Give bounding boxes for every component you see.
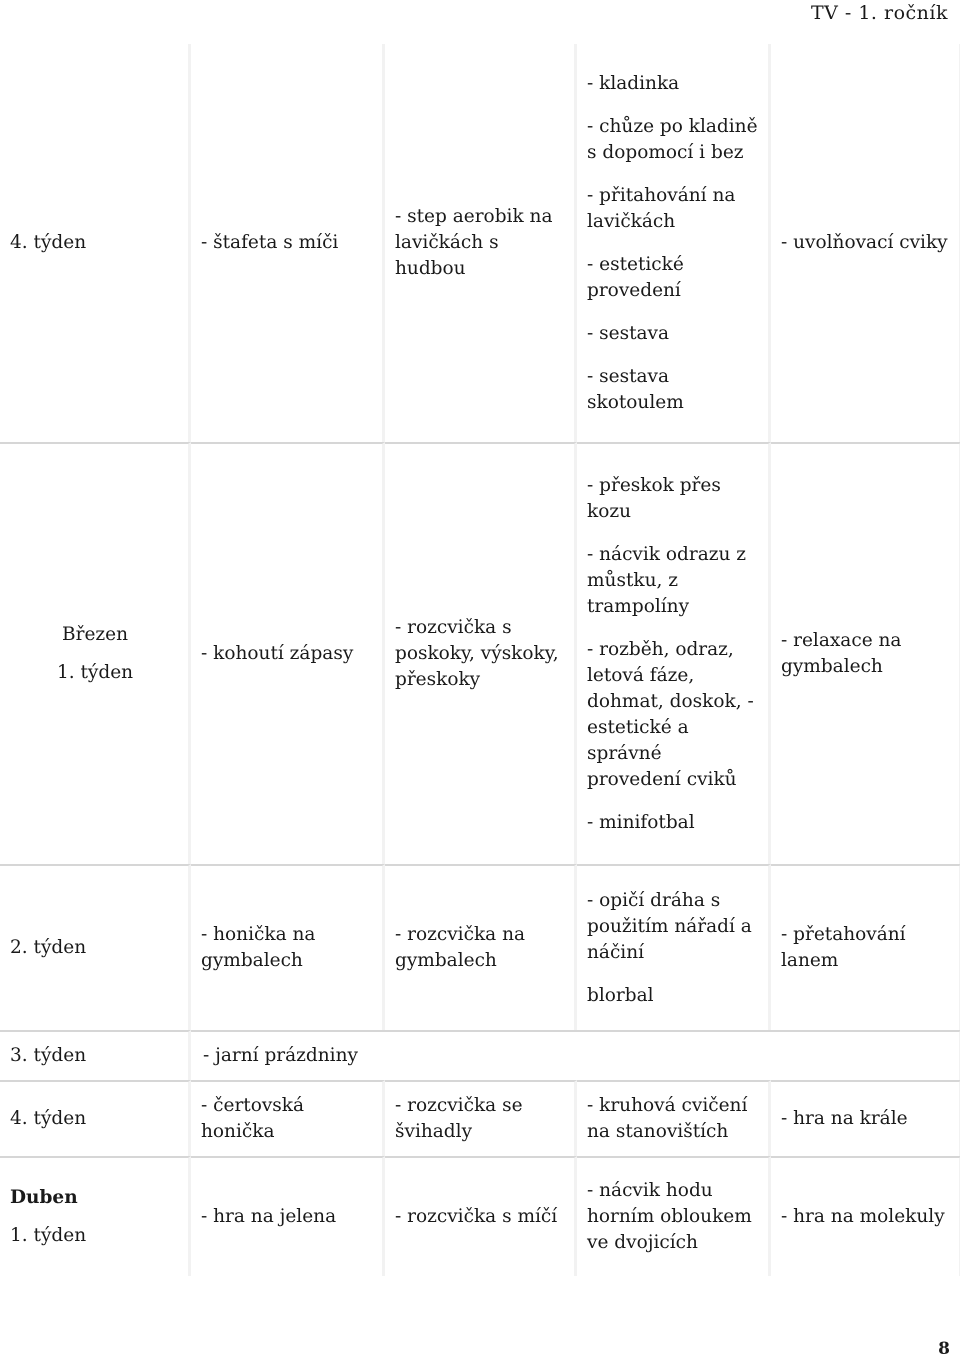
activity-cell bbox=[191, 442, 385, 864]
table-row bbox=[0, 442, 960, 864]
month-label: Duben bbox=[10, 1187, 78, 1208]
week-label: 1. týden bbox=[56, 662, 134, 683]
week-cell bbox=[0, 1156, 191, 1276]
week-label: 3. týden bbox=[10, 1045, 87, 1066]
week-cell bbox=[0, 1030, 191, 1080]
main-part-item: - sestava skotoulem bbox=[587, 365, 684, 413]
main-part-item: - přitahování na lavičkách bbox=[587, 184, 736, 232]
warmup-cell bbox=[385, 864, 577, 1030]
main-part-item: - přeskok přes kozu bbox=[587, 474, 721, 522]
week-cell bbox=[0, 442, 191, 864]
main-part-item: - estetické provedení bbox=[587, 253, 684, 301]
table-row bbox=[0, 44, 960, 442]
activity-cell bbox=[191, 864, 385, 1030]
closing-text: - hra na krále bbox=[781, 1108, 908, 1129]
activity-text: - honička na gymbalech bbox=[201, 924, 316, 971]
week-label: 4. týden bbox=[10, 232, 87, 253]
closing-text: - přetahování lanem bbox=[781, 924, 906, 971]
table-row bbox=[0, 864, 960, 1030]
lesson-plan-table bbox=[0, 44, 960, 1276]
closing-text: - uvolňovací cviky bbox=[781, 232, 948, 253]
main-part-item: - nácvik hodu horním obloukem ve dvojicích bbox=[587, 1180, 752, 1253]
main-part-item: - sestava bbox=[587, 322, 670, 344]
main-part-cell bbox=[577, 1156, 771, 1276]
main-part-item: - kruhová cvičení na stanovištích bbox=[587, 1095, 748, 1142]
closing-cell bbox=[771, 442, 960, 864]
closing-cell bbox=[771, 44, 960, 442]
activity-text: - štafeta s míči bbox=[201, 232, 339, 253]
week-cell bbox=[0, 864, 191, 1030]
warmup-text: - rozcvička s poskoky, výskoky, přeskoky bbox=[395, 617, 559, 690]
main-part-cell bbox=[577, 44, 771, 442]
main-part-cell bbox=[577, 1080, 771, 1156]
activity-text: - kohoutí zápasy bbox=[201, 643, 354, 664]
table-row bbox=[0, 1156, 960, 1276]
warmup-text: - step aerobik na lavičkách s hudbou bbox=[395, 206, 553, 279]
warmup-cell bbox=[385, 442, 577, 864]
month-label: Březen bbox=[62, 624, 128, 645]
page-header-title: TV - 1. ročník bbox=[810, 2, 948, 24]
warmup-text: - rozcvička se švihadly bbox=[395, 1095, 523, 1142]
main-part-item: - opičí dráha s použitím nářadí a náčiní bbox=[587, 889, 752, 963]
main-part-item: - rozběh, odraz, letová fáze, dohmat, doskok, - estetické a správné provedení cviků bbox=[587, 638, 754, 790]
main-part-item: - minifotbal bbox=[587, 811, 695, 833]
holiday-cell bbox=[191, 1030, 960, 1080]
page-number: 8 bbox=[938, 1339, 950, 1359]
warmup-cell bbox=[385, 1156, 577, 1276]
warmup-text: - rozcvička s míčí bbox=[395, 1206, 558, 1227]
main-part-item: - chůze po kladině s dopomocí i bez bbox=[587, 115, 758, 163]
closing-cell bbox=[771, 1080, 960, 1156]
closing-cell bbox=[771, 1156, 960, 1276]
activity-cell bbox=[191, 1080, 385, 1156]
activity-text: - hra na jelena bbox=[201, 1206, 337, 1227]
activity-text: - čertovská honička bbox=[201, 1095, 305, 1142]
week-cell bbox=[0, 1080, 191, 1156]
holiday-text: - jarní prázdniny bbox=[203, 1045, 358, 1066]
table-row bbox=[0, 1030, 960, 1080]
week-label: 2. týden bbox=[10, 937, 87, 958]
main-part-cell bbox=[577, 864, 771, 1030]
table-row bbox=[0, 1080, 960, 1156]
main-part-item: blorbal bbox=[587, 984, 654, 1006]
warmup-text: - rozcvička na gymbalech bbox=[395, 924, 526, 971]
week-label: 1. týden bbox=[10, 1225, 87, 1246]
main-part-item: - nácvik odrazu z můstku, z trampolíny bbox=[587, 543, 747, 617]
warmup-cell bbox=[385, 44, 577, 442]
closing-text: - hra na molekuly bbox=[781, 1206, 945, 1227]
activity-cell bbox=[191, 1156, 385, 1276]
activity-cell bbox=[191, 44, 385, 442]
warmup-cell bbox=[385, 1080, 577, 1156]
week-cell bbox=[0, 44, 191, 442]
main-part-cell bbox=[577, 442, 771, 864]
main-part-item: - kladinka bbox=[587, 72, 680, 94]
closing-cell bbox=[771, 864, 960, 1030]
week-label: 4. týden bbox=[10, 1108, 87, 1129]
closing-text: - relaxace na gymbalech bbox=[781, 630, 902, 677]
